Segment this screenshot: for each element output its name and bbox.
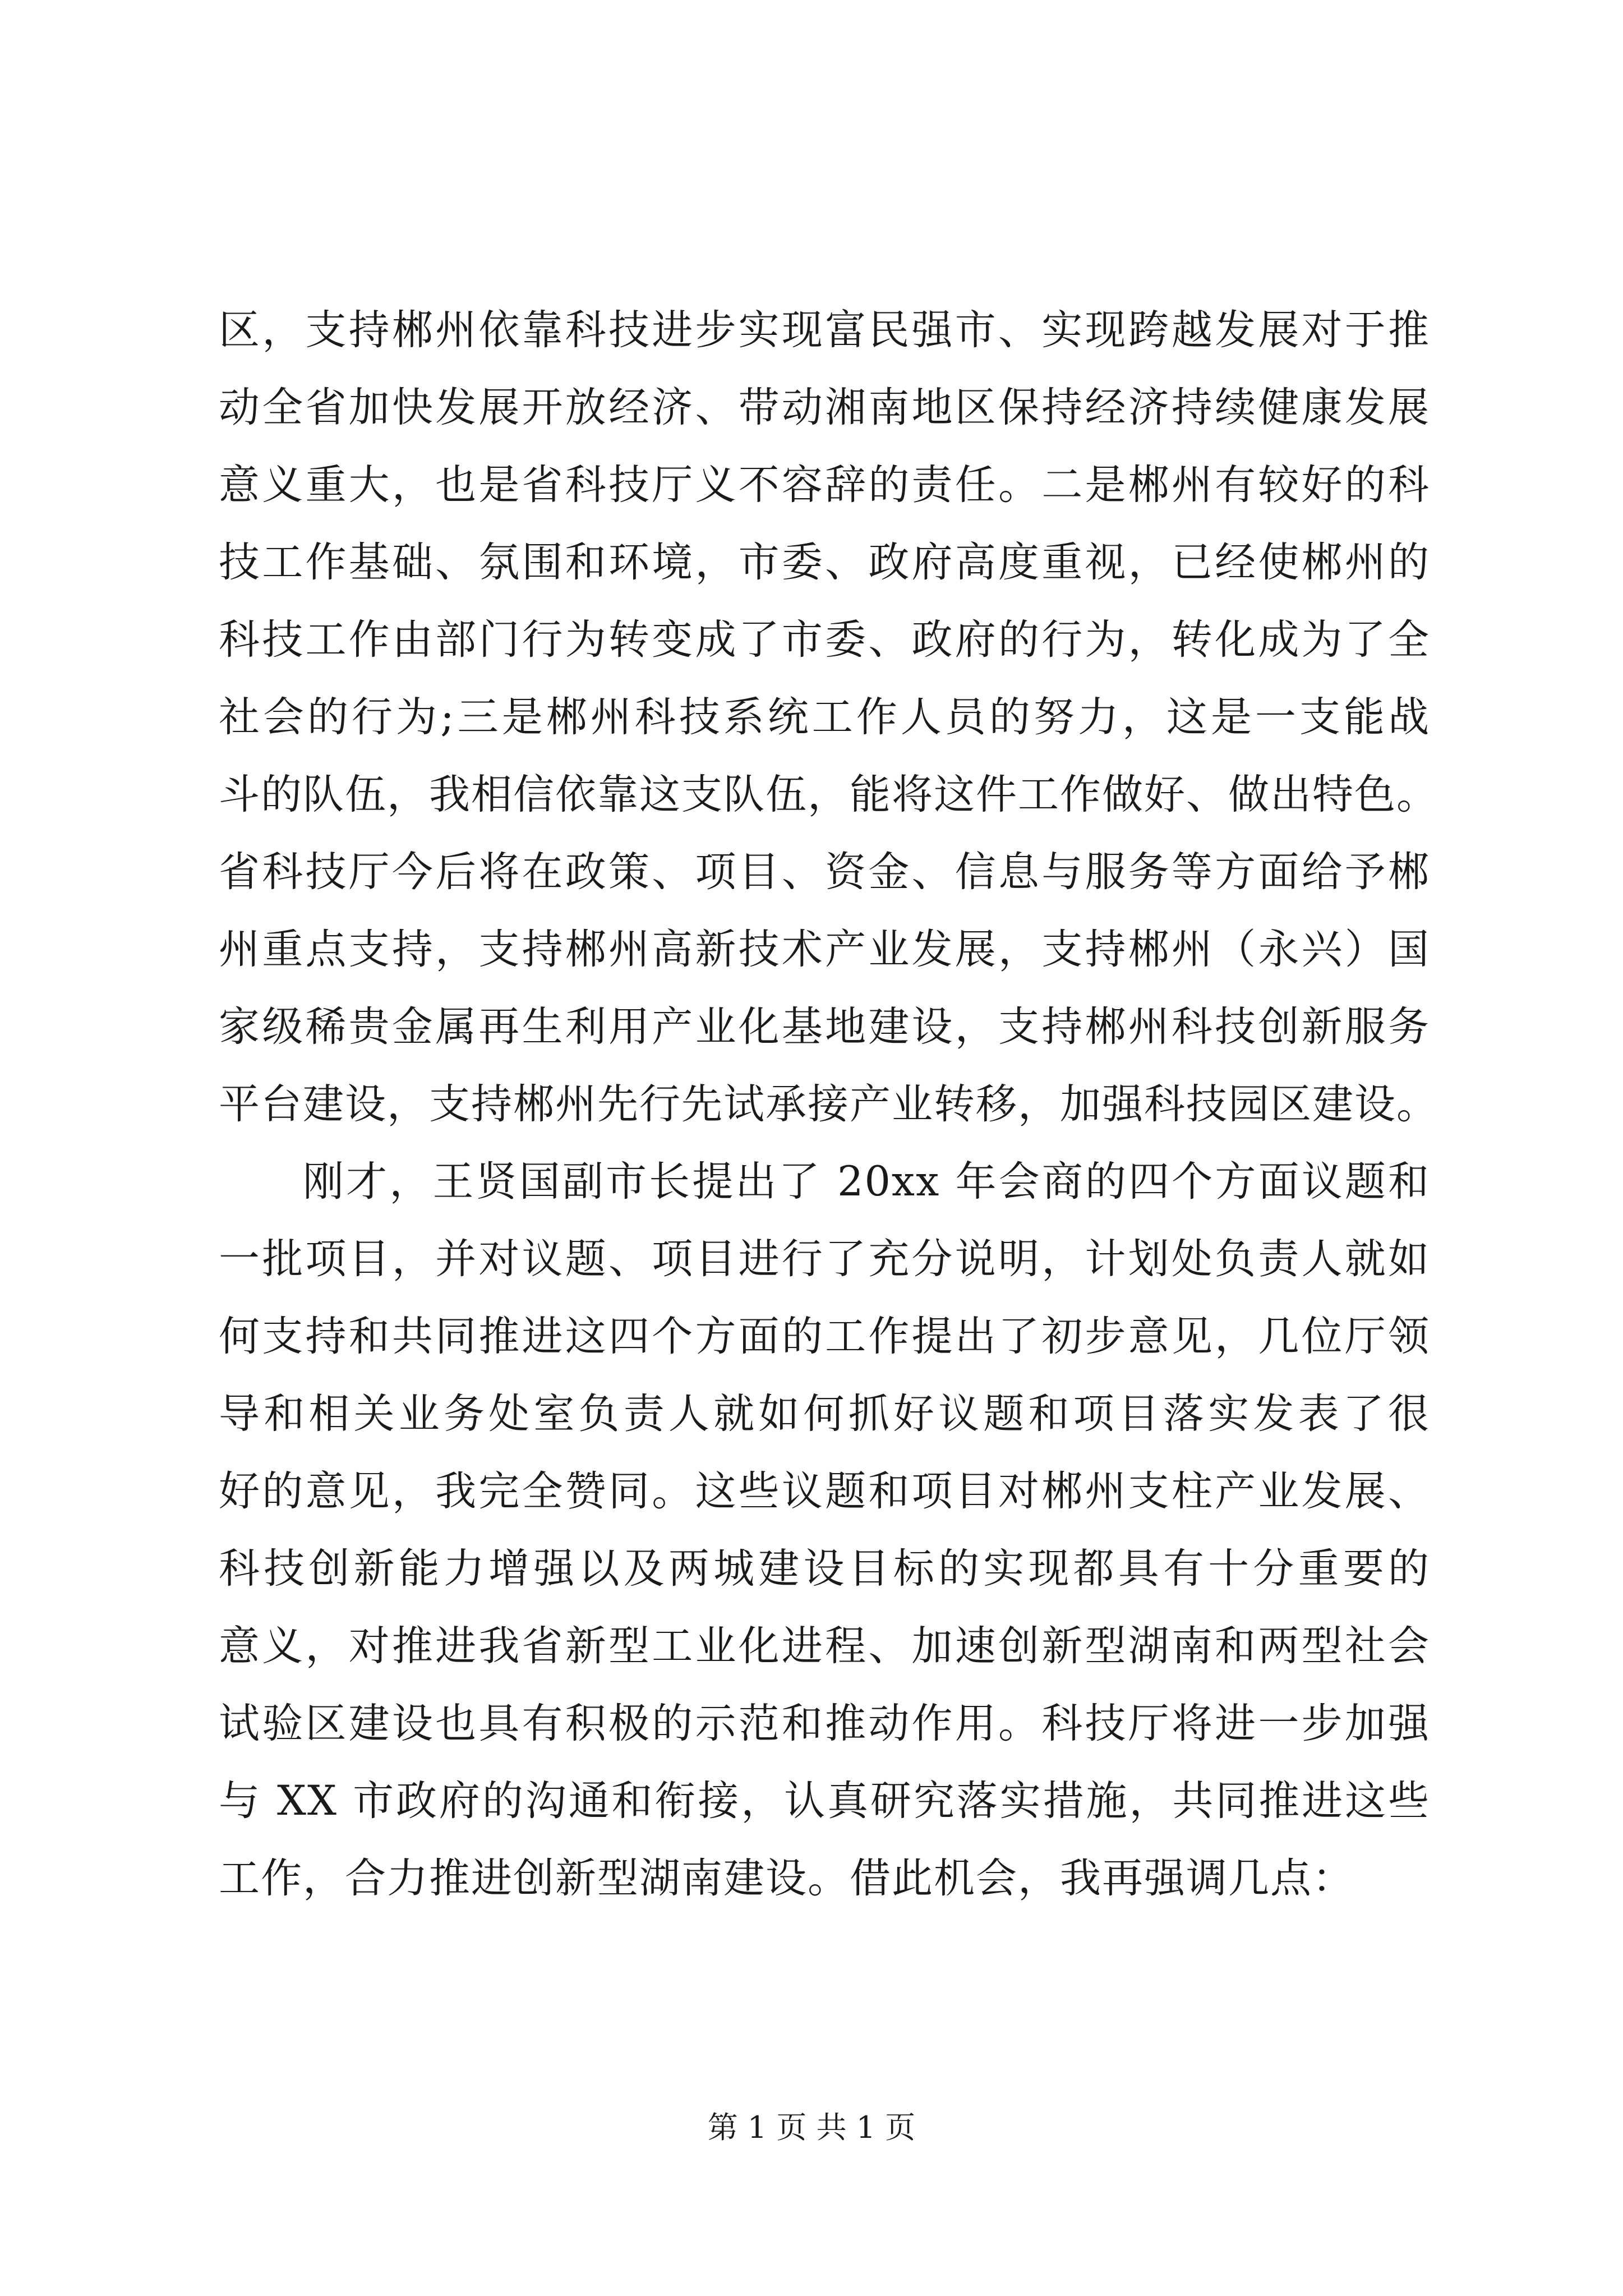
text-line: 平台建设，支持郴州先行先试承接产业转移，加强科技园区建设。 bbox=[219, 1080, 1438, 1128]
page-number: 第 1 页 共 1 页 bbox=[707, 2110, 916, 2145]
text-line: 刚才，王贤国副市长提出了 20xx 年会商的四个方面议题和 bbox=[303, 1158, 1430, 1205]
text-line: 与 XX 市政府的沟通和衔接，认真研究落实措施，共同推进这些 bbox=[219, 1777, 1430, 1825]
text-line: 斗的队伍，我相信依靠这支队伍，能将这件工作做好、做出特色。 bbox=[219, 771, 1438, 818]
text-line: 科技创新能力增强以及两城建设目标的实现都具有十分重要的 bbox=[219, 1545, 1430, 1593]
text-line: 技工作基础、氛围和环境，市委、政府高度重视，已经使郴州的 bbox=[219, 539, 1430, 586]
document-body bbox=[219, 292, 1438, 1917]
page-footer bbox=[0, 2108, 1623, 2147]
text-line: 家级稀贵金属再生利用产业化基地建设，支持郴州科技创新服务 bbox=[219, 1003, 1430, 1051]
paragraph-1 bbox=[219, 292, 1438, 1143]
text-line: 区，支持郴州依靠科技进步实现富民强市、实现跨越发展对于推 bbox=[219, 306, 1430, 354]
text-line: 试验区建设也具有积极的示范和推动作用。科技厅将进一步加强 bbox=[219, 1700, 1430, 1747]
paragraph-2 bbox=[219, 1143, 1430, 1917]
text-line: 科技工作由部门行为转变成了市委、政府的行为，转化成为了全 bbox=[219, 616, 1430, 664]
text-line: 州重点支持，支持郴州高新技术产业发展，支持郴州（永兴）国 bbox=[219, 926, 1430, 973]
text-line: 导和相关业务处室负责人就如何抓好议题和项目落实发表了很 bbox=[219, 1390, 1430, 1438]
text-line: 意义重大，也是省科技厅义不容辞的责任。二是郴州有较好的科 bbox=[219, 461, 1430, 509]
text-line: 省科技厅今后将在政策、项目、资金、信息与服务等方面给予郴 bbox=[219, 848, 1430, 896]
text-line: 意义，对推进我省新型工业化进程、加速创新型湖南和两型社会 bbox=[219, 1622, 1430, 1670]
text-line: 何支持和共同推进这四个方面的工作提出了初步意见，几位厅领 bbox=[219, 1313, 1430, 1360]
text-line: 一批项目，并对议题、项目进行了充分说明，计划处负责人就如 bbox=[219, 1235, 1430, 1283]
text-line: 动全省加快发展开放经济、带动湘南地区保持经济持续健康发展 bbox=[219, 384, 1430, 431]
text-line: 工作，合力推进创新型湖南建设。借此机会，我再强调几点： bbox=[219, 1855, 1354, 1902]
text-line: 好的意见，我完全赞同。这些议题和项目对郴州支柱产业发展、 bbox=[219, 1467, 1430, 1515]
text-line: 社会的行为;三是郴州科技系统工作人员的努力，这是一支能战 bbox=[219, 693, 1430, 741]
